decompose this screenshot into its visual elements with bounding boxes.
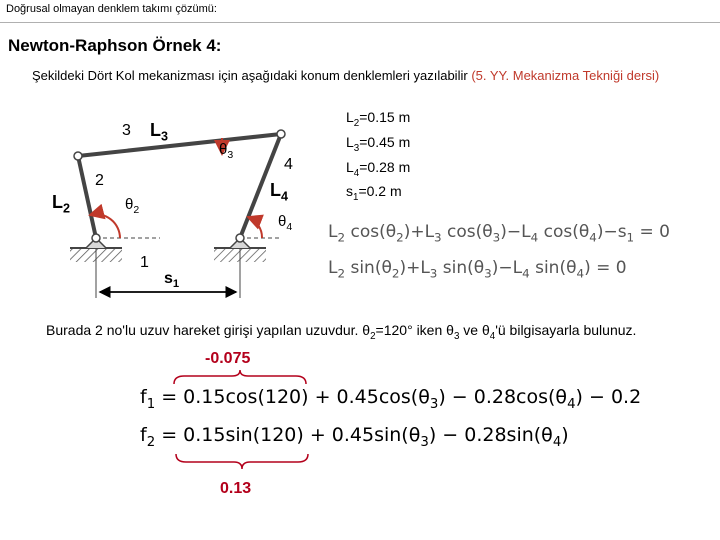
link-2 <box>78 156 96 238</box>
label-theta2: $\theta_2$ <box>125 196 140 216</box>
given-l2: $L_2=0.15$ m <box>346 109 411 129</box>
label-L3: $L_3$ <box>150 120 169 144</box>
given-s1: $s_1=0.2$ m <box>346 183 402 204</box>
task-statement: Burada 2 no'lu uzuv hareket girişi yapılan uzuvdur. $\theta_2=120^\circ$ iken $\theta_3$ ve $\theta_4'ü$ bilgisayarla bulunuz. <box>46 322 637 342</box>
label-num-2: 2 <box>95 172 104 189</box>
brace-top <box>170 370 310 386</box>
f2-equation: $f_2 = 0.15\sin(120) + 0.45\sin(\theta_3) - 0.28\sin(\theta_4)$ <box>140 424 569 450</box>
label-L4: $L_4$ <box>270 180 289 204</box>
intro-reference: (5. YY. Mekanizma Tekniği dersi) <box>471 68 660 83</box>
intro-text: Şekildeki Dört Kol mekanizması için aşağıdaki konum denklemleri yazılabilir <box>32 68 468 83</box>
position-equation-sin: $L_2$ $\sin(\theta_2)+L_3$ $\sin(\theta_3)-L_4$ $\sin(\theta_4) = 0$ <box>328 258 627 281</box>
top-divider <box>0 22 720 23</box>
label-theta3: $\theta_3$ <box>219 141 234 161</box>
label-num-1: 1 <box>140 254 149 271</box>
computed-value-cos-term: -0.075 <box>205 350 251 367</box>
label-num-4: 4 <box>284 156 293 173</box>
label-s1: $s_1$ <box>164 270 180 291</box>
label-theta4: $\theta_4$ <box>278 213 293 233</box>
position-equation-cos: $L_2$ $\cos(\theta_2)+L_3$ $\cos(\theta_3)-L_4$ $\cos(\theta_4)-s_1 = 0$ <box>328 222 670 245</box>
label-L2: $L_2$ <box>52 192 71 216</box>
intro-paragraph <box>32 66 672 85</box>
slide-top-title: Doğrusal olmayan denklem takımı çözümü: <box>6 3 217 15</box>
computed-value-sin-term: 0.13 <box>220 480 252 497</box>
theta4-arc <box>248 217 262 238</box>
slide-heading: Newton-Raphson Örnek 4: <box>8 36 222 55</box>
f1-equation: $f_1 = 0.15\cos(120) + 0.45\cos(\theta_3) - 0.28\cos(\theta_4) - 0.2$ <box>140 386 642 412</box>
given-values <box>346 108 410 207</box>
brace-bottom <box>172 452 312 470</box>
link-3 <box>78 134 281 156</box>
given-l4: $L_4=0.28$ m <box>346 158 411 179</box>
given-l3: $L_3=0.45$ m <box>346 133 411 154</box>
label-num-3: 3 <box>122 122 131 139</box>
